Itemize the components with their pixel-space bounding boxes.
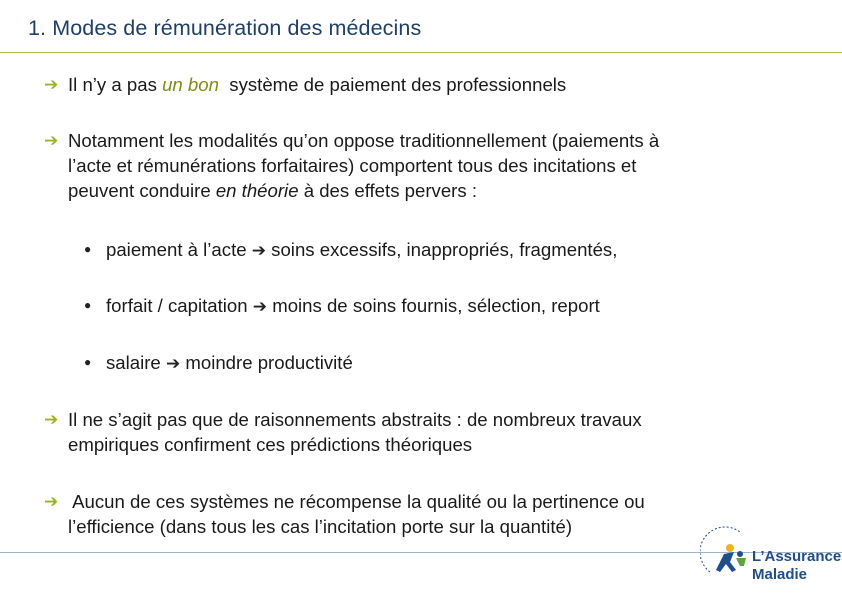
bullet-4 [44, 489, 804, 539]
bullet-1-emphasis: un bon [162, 74, 219, 95]
bullet-3-line-1: Il ne s’agit pas que de raisonnements abstraits : de nombreux travaux [68, 409, 642, 430]
arrow-right-icon: ➔ [165, 354, 181, 373]
sub-bullet-2 [84, 293, 784, 319]
arrow-right-icon: ➔ [44, 410, 59, 429]
sub-bullet-2-right: moins de soins fournis, sélection, report [272, 295, 600, 316]
assurance-maladie-logo [700, 524, 842, 586]
sub-bullet-3 [84, 350, 784, 376]
arrow-right-icon: ➔ [44, 75, 59, 94]
bullet-2-line-3 [68, 178, 804, 203]
arrow-right-icon: ➔ [251, 241, 266, 260]
bullet-2-line-1: Notamment les modalités qu’on oppose traditionnellement (paiements à [68, 130, 660, 151]
logo-line-2: Maladie [752, 566, 808, 583]
bullet-3-line-2: empiriques confirment ces prédictions théoriques [68, 434, 473, 455]
sub-bullet-1-right: soins excessifs, inappropriés, fragmentés, [271, 239, 618, 260]
bullet-3 [44, 407, 804, 457]
bullet-2-line-3-post: à des effets pervers : [298, 180, 477, 201]
sub-bullet-1 [84, 237, 784, 263]
title-divider [0, 52, 842, 53]
page-title: 1. Modes de rémunération des médecins [28, 16, 422, 40]
sub-bullet-3-left: salaire [106, 352, 161, 373]
sub-bullet-2-left: forfait / capitation [106, 295, 248, 316]
bullet-2-emphasis: en théorie [215, 180, 299, 201]
sub-bullet-1-left: paiement à l’acte [106, 239, 247, 260]
arrow-right-icon: ➔ [44, 492, 59, 511]
bullet-1-pre: Il n’y a pas [68, 74, 163, 95]
arrow-right-icon: ➔ [252, 297, 268, 316]
bullet-1-post: système de paiement des professionnels [218, 74, 567, 95]
bullet-dot-icon: ● [84, 298, 92, 312]
bullet-2-line-2: l’acte et rémunérations forfaitaires) comportent tous des incitations et [68, 155, 637, 176]
logo-line-1: L’Assurance [752, 548, 842, 565]
bullet-2-line-3-pre: peuvent conduire [68, 180, 216, 201]
bullet-4-line-2: l’efficience (dans tous les cas l’incitation porte sur la quantité) [68, 516, 573, 537]
bullet-dot-icon: ● [84, 242, 92, 256]
bullet-4-line-1: Aucun de ces systèmes ne récompense la qualité ou la pertinence ou [68, 491, 645, 512]
sub-bullet-3-right: moindre productivité [185, 352, 353, 373]
bullet-2 [44, 128, 804, 203]
logo-emblem-icon [700, 524, 750, 586]
arrow-right-icon: ➔ [44, 131, 59, 150]
bullet-1 [44, 72, 804, 97]
bullet-dot-icon: ● [84, 355, 92, 369]
